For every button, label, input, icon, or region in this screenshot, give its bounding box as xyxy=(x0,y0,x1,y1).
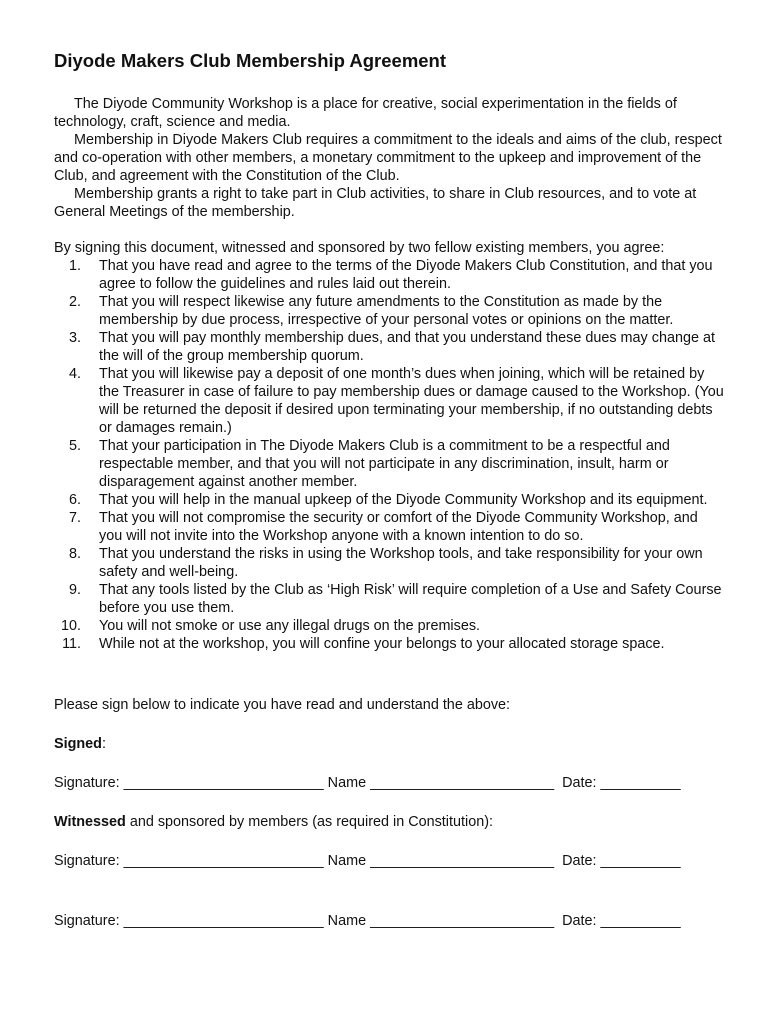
signature-row-witness-1 xyxy=(54,852,724,870)
sign-instruction: Please sign below to indicate you have read and understand the above: xyxy=(54,697,511,713)
term-number: 7. xyxy=(68,510,81,526)
term-number: 10. xyxy=(60,618,81,634)
term-text: That you will help in the manual upkeep of the Diyode Community Workshop and its equipment. xyxy=(99,492,708,508)
signed-colon: : xyxy=(101,736,106,752)
list-item xyxy=(54,437,724,491)
list-item xyxy=(54,293,724,329)
term-text: That your participation in The Diyode Makers Club is a commitment to be a respectful and respectable member, and that you will not participate in any discrimination, insult, harm or disparagement against another member. xyxy=(99,438,670,490)
term-text: That you will respect likewise any future amendments to the Constitution as made by the membership by due process, irrespective of your personal votes or opinions on the matter. xyxy=(99,294,674,328)
date-field[interactable]: Date: __________ xyxy=(554,853,681,869)
intro-section xyxy=(54,95,724,221)
date-field[interactable]: Date: __________ xyxy=(554,775,681,791)
witnessed-text: and sponsored by members (as required in Constitution): xyxy=(125,814,493,830)
term-text: While not at the workshop, you will confine your belongs to your allocated storage space. xyxy=(99,636,665,652)
term-text: That any tools listed by the Club as ‘High Risk’ will require completion of a Use and Safety Course before you use them. xyxy=(99,582,722,616)
signed-label: Signed xyxy=(54,736,102,752)
signature-row-member xyxy=(54,774,724,792)
list-item xyxy=(54,581,724,617)
term-number: 1. xyxy=(68,258,81,274)
list-item xyxy=(54,491,724,509)
terms-list xyxy=(54,257,724,653)
signature-row-witness-2 xyxy=(54,912,724,930)
signature-field[interactable]: Signature: _________________________ xyxy=(54,853,324,869)
intro-paragraph: The Diyode Community Workshop is a place for creative, social experimentation in the fields of technology, craft, science and media. xyxy=(54,96,677,130)
list-item xyxy=(54,329,724,365)
list-item xyxy=(54,257,724,293)
name-field[interactable]: Name _______________________ xyxy=(323,913,555,929)
list-item xyxy=(54,509,724,545)
term-number: 11. xyxy=(62,636,81,652)
term-number: 2. xyxy=(68,294,81,310)
witnessed-label: Witnessed xyxy=(54,814,126,830)
list-item xyxy=(54,365,724,437)
intro-paragraph: Membership grants a right to take part in Club activities, to share in Club resources, and to vote at General Meetings of the membership. xyxy=(54,186,697,220)
witnessed-heading xyxy=(54,813,724,831)
list-item xyxy=(54,635,724,653)
term-text: That you understand the risks in using the Workshop tools, and take responsibility for your own safety and well-being. xyxy=(99,546,703,580)
list-item xyxy=(54,617,724,635)
term-text: That you will not compromise the security or comfort of the Diyode Community Workshop, and you will not invite into the Workshop anyone with a known intention to do so. xyxy=(99,510,698,544)
intro-paragraph: Membership in Diyode Makers Club requires a commitment to the ideals and aims of the club, respect and co-operation with other members, a monetary commitment to the upkeep and improvement of the Club, and agreement with the Constitution of the Club. xyxy=(54,132,722,184)
name-field[interactable]: Name _______________________ xyxy=(323,853,555,869)
term-number: 4. xyxy=(68,366,81,382)
term-number: 3. xyxy=(68,330,81,346)
term-text: That you have read and agree to the terms of the Diyode Makers Club Constitution, and that you agree to follow the guidelines and rules laid out therein. xyxy=(99,258,713,292)
term-number: 6. xyxy=(68,492,81,508)
date-field[interactable]: Date: __________ xyxy=(554,913,681,929)
name-field[interactable]: Name _______________________ xyxy=(323,775,555,791)
document-title: Diyode Makers Club Membership Agreement xyxy=(54,50,447,71)
signature-field[interactable]: Signature: _________________________ xyxy=(54,913,324,929)
agreement-lead: By signing this document, witnessed and sponsored by two fellow existing members, you agree: xyxy=(54,240,665,256)
term-number: 9. xyxy=(68,582,81,598)
term-text: You will not smoke or use any illegal drugs on the premises. xyxy=(99,618,481,634)
signed-heading xyxy=(54,735,724,753)
signature-field[interactable]: Signature: _________________________ xyxy=(54,775,324,791)
term-text: That you will pay monthly membership dues, and that you understand these dues may change at the will of the group membership quorum. xyxy=(99,330,715,364)
term-number: 5. xyxy=(68,438,81,454)
list-item xyxy=(54,545,724,581)
term-text: That you will likewise pay a deposit of one month’s dues when joining, which will be retained by the Treasurer in case of failure to pay membership dues or damage caused to the Workshop. (You will be returned the deposit if desired upon terminating your membership, if no outstanding debts or damages remain.) xyxy=(99,366,724,436)
term-number: 8. xyxy=(68,546,81,562)
